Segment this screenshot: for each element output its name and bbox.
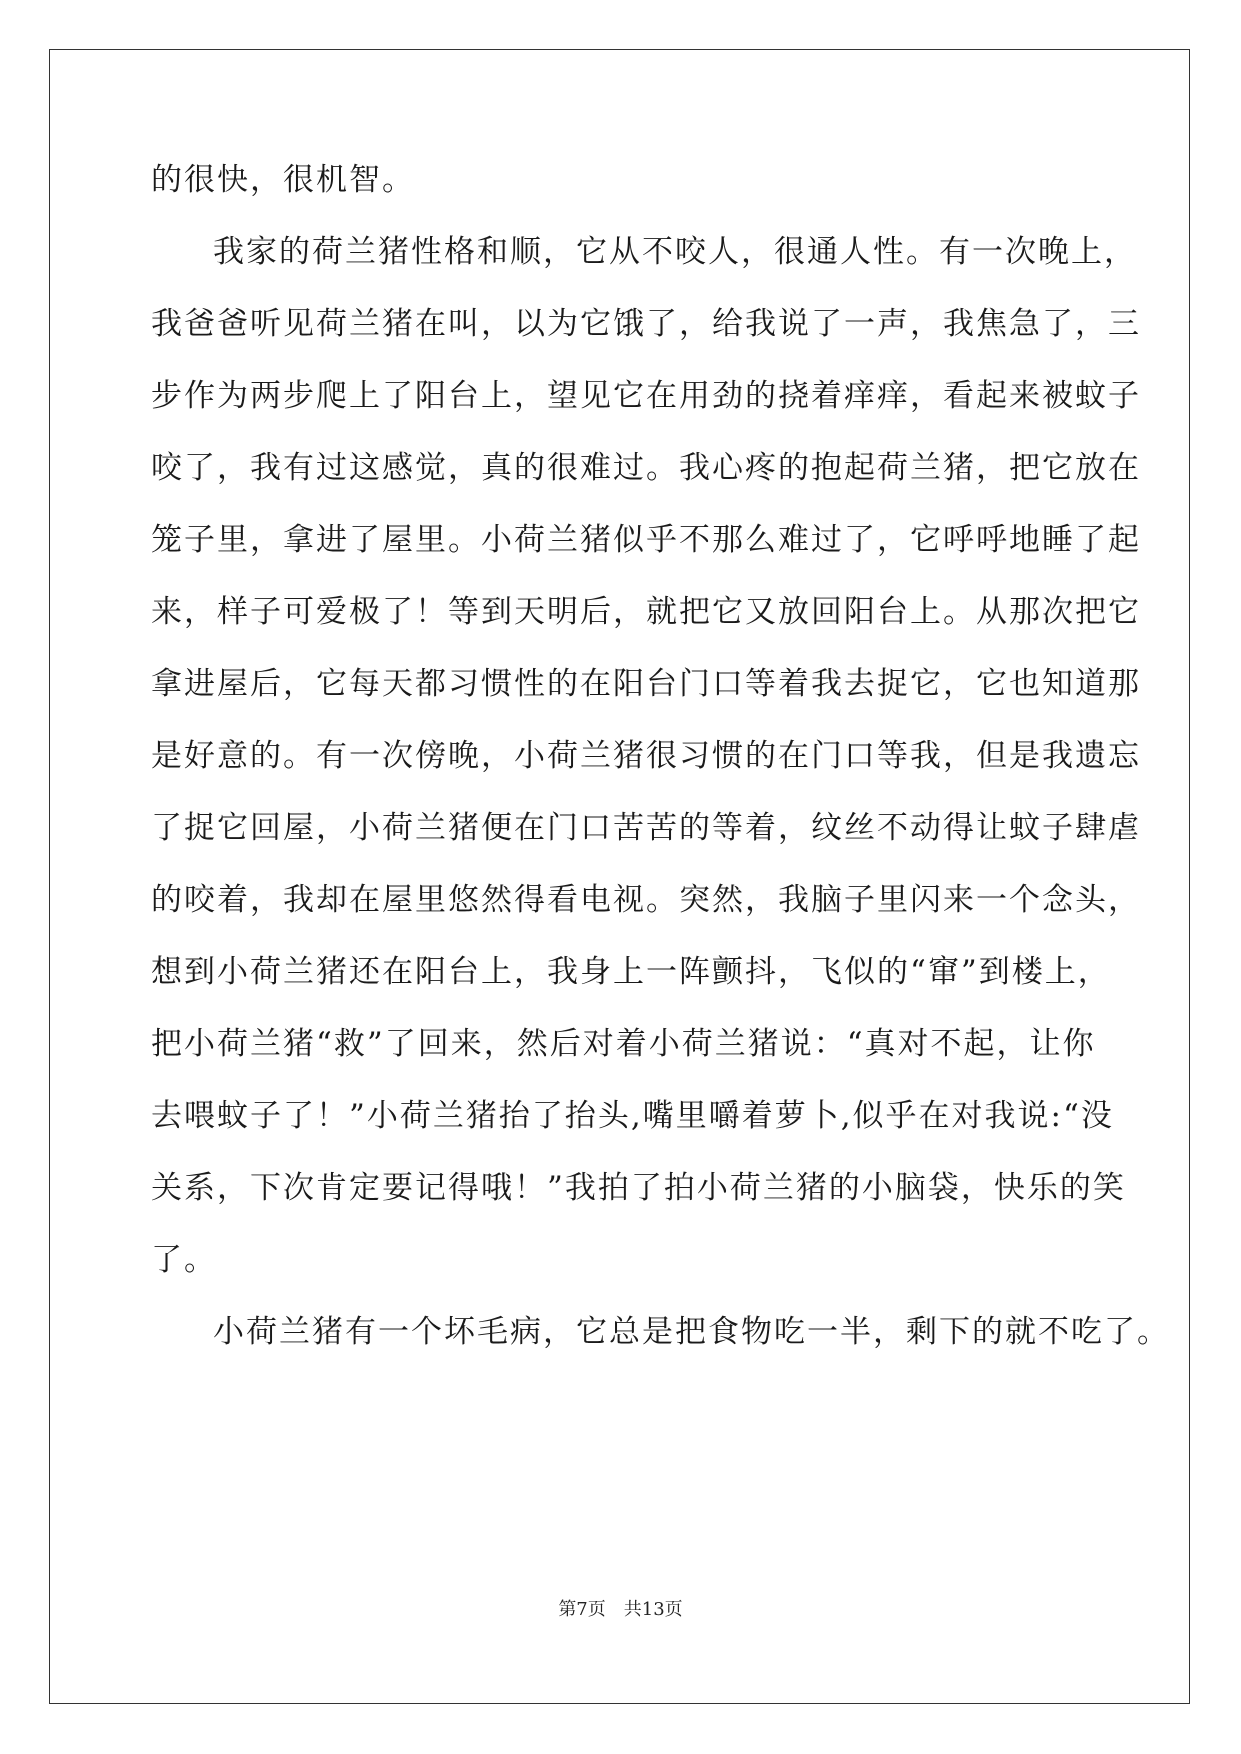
text-line: 关系，下次肯定要记得哦！”我拍了拍小荷兰猪的小脑袋，快乐的笑 (151, 1170, 1126, 1206)
text-line: 拿进屋后，它每天都习惯性的在阳台门口等着我去捉它，它也知道那 (151, 666, 1141, 702)
paragraph-start-line: 我家的荷兰猪性格和顺，它从不咬人，很通人性。有一次晚上， (213, 234, 1137, 270)
text-line: 了捉它回屋，小荷兰猪便在门口苦苦的等着，纹丝不动得让蚊子肆虐 (151, 810, 1141, 846)
text-line: 来，样子可爱极了！等到天明后，就把它又放回阳台上。从那次把它 (151, 594, 1141, 630)
text-line: 笼子里，拿进了屋里。小荷兰猪似乎不那么难过了，它呼呼地睡了起 (151, 522, 1141, 558)
page-frame (49, 49, 1190, 1704)
text-line: 步作为两步爬上了阳台上，望见它在用劲的挠着痒痒，看起来被蚊子 (151, 378, 1141, 414)
page-footer: 第7页 共13页 (558, 1599, 683, 1620)
paragraph-start-line: 小荷兰猪有一个坏毛病，它总是把食物吃一半，剩下的就不吃了。 (213, 1314, 1170, 1350)
text-line: 的咬着，我却在屋里悠然得看电视。突然，我脑子里闪来一个念头， (151, 882, 1141, 918)
text-line: 了。 (151, 1242, 217, 1278)
text-line: 把小荷兰猪“救”了回来，然后对着小荷兰猪说：“真对不起，让你 (151, 1026, 1096, 1062)
text-line: 的很快，很机智。 (151, 162, 415, 198)
text-line: 我爸爸听见荷兰猪在叫，以为它饿了，给我说了一声，我焦急了，三 (151, 306, 1141, 342)
text-line: 咬了，我有过这感觉，真的很难过。我心疼的抱起荷兰猪，把它放在 (151, 450, 1141, 486)
text-line: 去喂蚊子了！”小荷兰猪抬了抬头,嘴里嚼着萝卜,似乎在对我说:“没 (151, 1098, 1114, 1134)
text-line: 是好意的。有一次傍晚，小荷兰猪很习惯的在门口等我，但是我遗忘 (151, 738, 1141, 774)
text-line: 想到小荷兰猪还在阳台上，我身上一阵颤抖，飞似的“窜”到楼上， (151, 954, 1111, 990)
